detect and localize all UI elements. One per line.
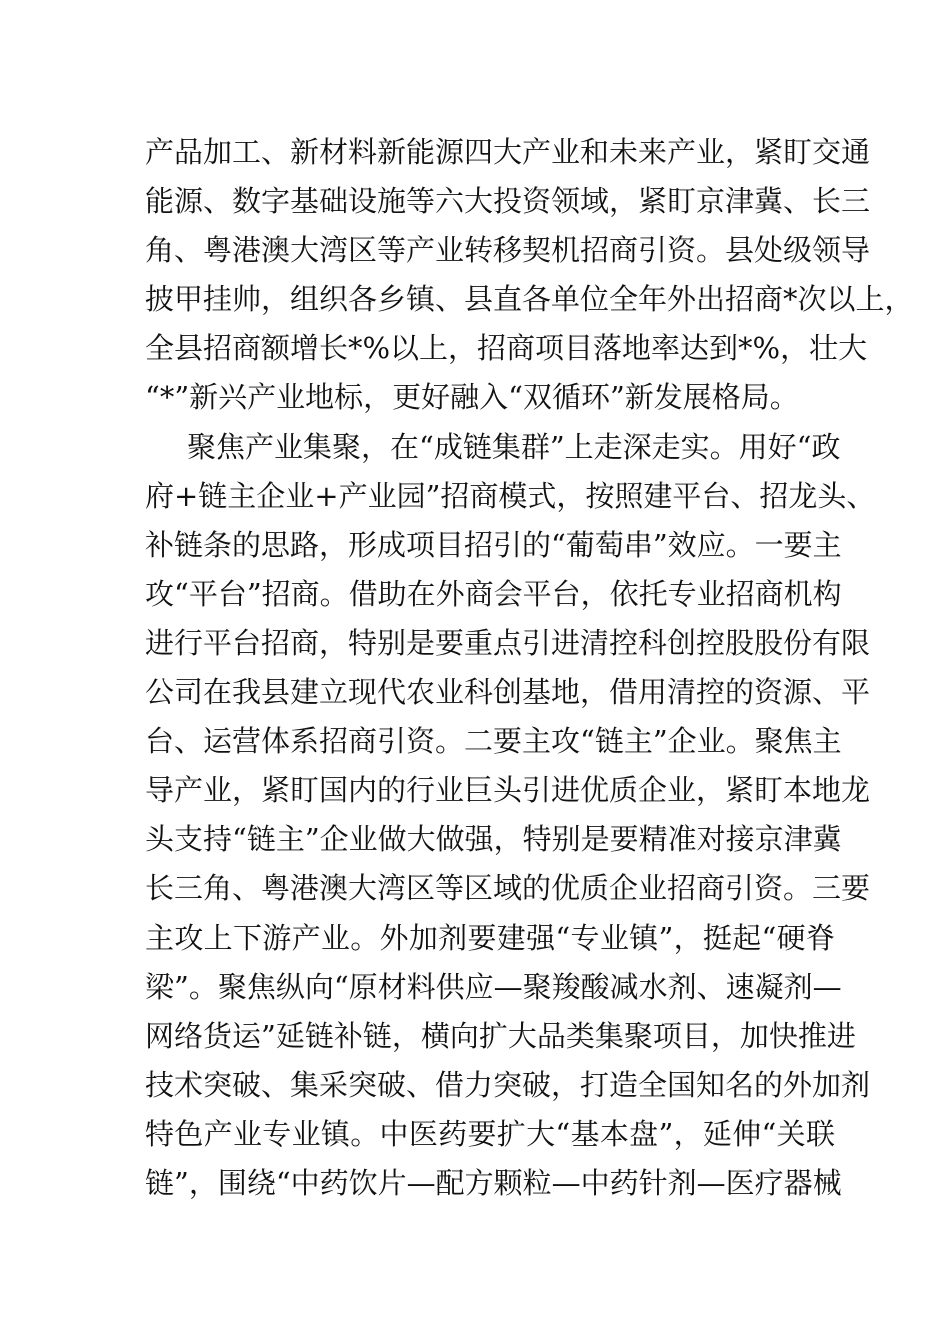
text-line: “*”新兴产业地标，更好融入“双循环”新发展格局。 — [145, 380, 799, 415]
text-line: 长三角、粤港澳大湾区等区域的优质企业招商引资。三要 — [145, 871, 871, 906]
text-line: 台、运营体系招商引资。二要主攻“链主”企业。聚焦主 — [145, 724, 842, 759]
text-line: 链”，围绕“中药饮片—配方颗粒—中药针剂—医疗器械 — [145, 1165, 842, 1200]
text-line: 攻“平台”招商。借助在外商会平台，依托专业招商机构 — [145, 576, 842, 611]
text-line: 进行平台招商，特别是要重点引进清控科创控股股份有限 — [145, 625, 871, 660]
text-line: 全县招商额增长*%以上，招商项目落地率达到*%，壮大 — [145, 331, 868, 366]
text-line: 公司在我县建立现代农业科创基地，借用清控的资源、平 — [145, 675, 871, 710]
text-line: 技术突破、集采突破、借力突破，打造全国知名的外加剂 — [145, 1067, 871, 1102]
text-line: 网络货运”延链补链，横向扩大品类集聚项目，加快推进 — [145, 1018, 856, 1053]
text-line: 府+链主企业+产业园”招商模式，按照建平台、招龙头、 — [145, 478, 876, 513]
text-line: 主攻上下游产业。外加剂要建强“专业镇”，挺起“硬脊 — [145, 920, 835, 955]
text-line: 产品加工、新材料新能源四大产业和未来产业，紧盯交通 — [145, 135, 871, 169]
text-line: 导产业，紧盯国内的行业巨头引进优质企业，紧盯本地龙 — [145, 773, 871, 808]
text-line: 披甲挂帅，组织各乡镇、县直各单位全年外出招商*次以上， — [145, 282, 914, 317]
body-text — [145, 128, 914, 1208]
text-line: 能源、数字基础设施等六大投资领域，紧盯京津冀、长三 — [145, 184, 871, 219]
text-line: 特色产业专业镇。中医药要扩大“基本盘”，延伸“关联 — [145, 1116, 835, 1151]
text-line: 补链条的思路，形成项目招引的“葡萄串”效应。一要主 — [145, 527, 842, 562]
text-line: 角、粤港澳大湾区等产业转移契机招商引资。县处级领导 — [145, 233, 871, 268]
text-line: 头支持“链主”企业做大做强，特别是要精准对接京津冀 — [145, 822, 842, 857]
text-line: 聚焦产业集聚，在“成链集群”上走深走实。用好“政 — [187, 429, 841, 464]
text-line: 梁”。聚焦纵向“原材料供应—聚羧酸减水剂、速凝剂— — [145, 969, 842, 1004]
